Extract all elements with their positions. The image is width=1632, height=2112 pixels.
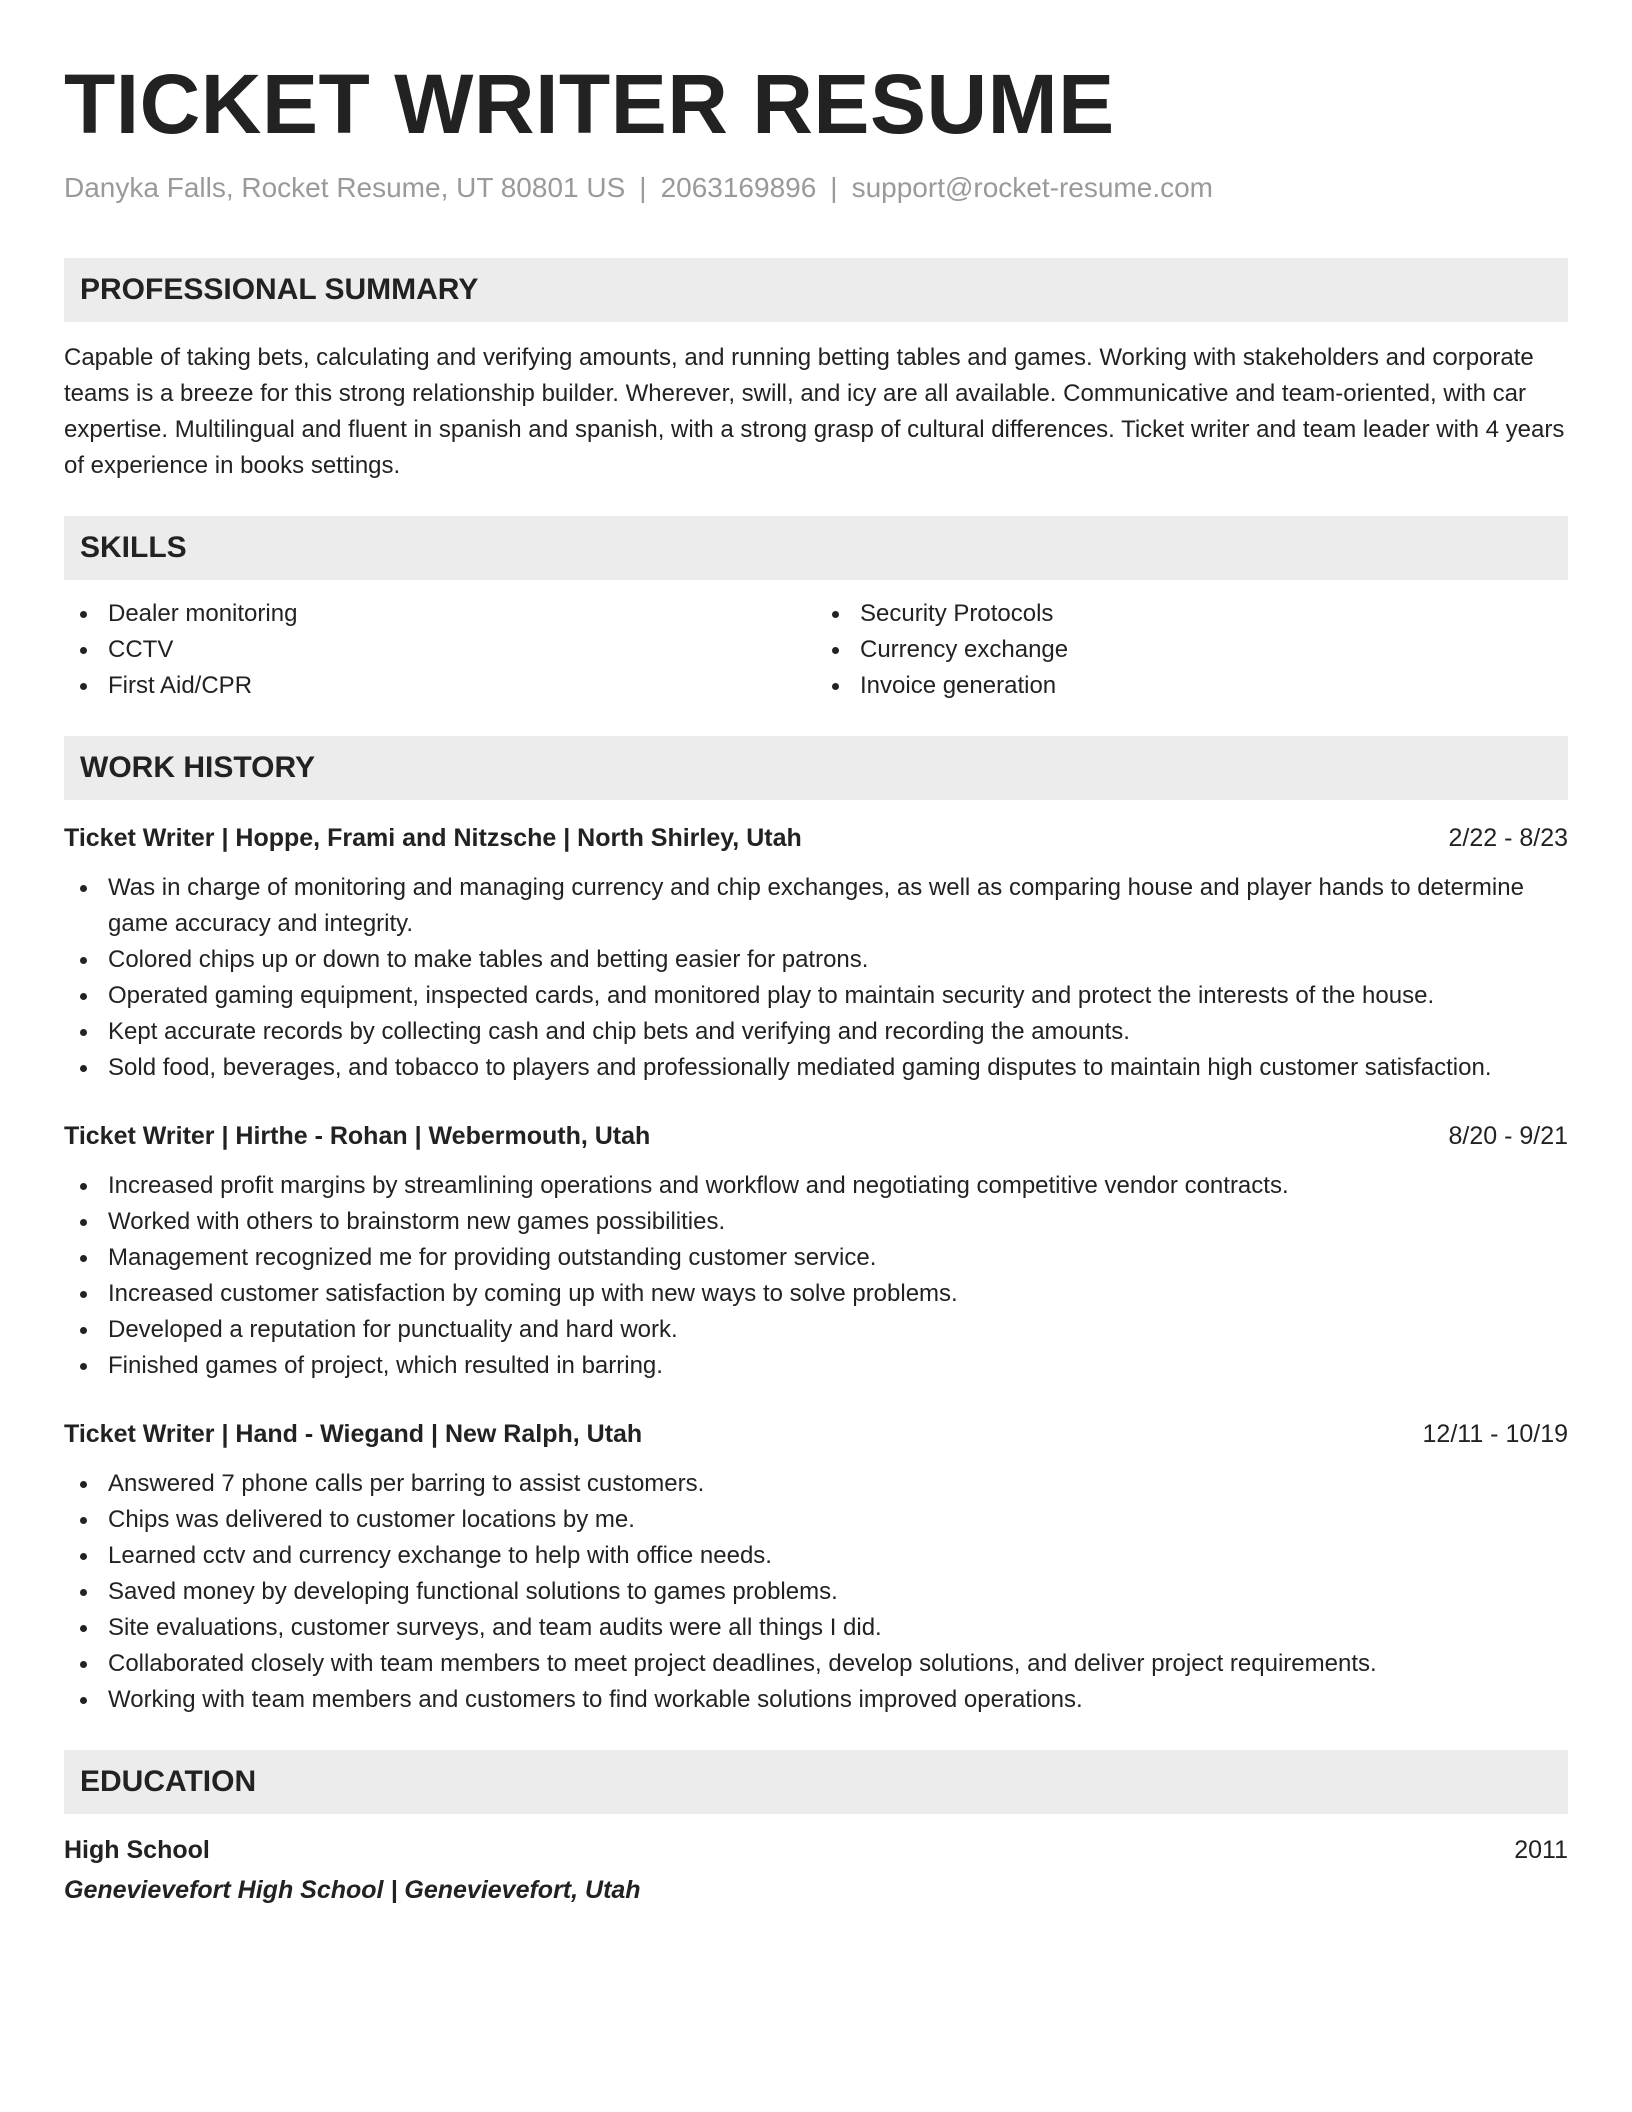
job-dates: 12/11 - 10/19	[1422, 1420, 1568, 1448]
contact-separator: |	[830, 172, 838, 203]
job-bullet: Chips was delivered to customer locations by me.	[64, 1502, 1568, 1538]
contact-line	[64, 170, 1568, 206]
job-title: Ticket Writer | Hand - Wiegand | New Ralph, Utah	[64, 1420, 643, 1448]
job-bullet: Colored chips up or down to make tables and betting easier for patrons.	[64, 942, 1568, 978]
education-entry	[64, 1832, 1568, 1868]
contact-email: support@rocket-resume.com	[851, 172, 1214, 203]
job-bullet: Saved money by developing functional solutions to games problems.	[64, 1574, 1568, 1610]
education-school: Genevievefort High School | Genevievefort, Utah	[64, 1876, 641, 1904]
job-bullets	[64, 1466, 1568, 1718]
job-entry	[64, 820, 1568, 1086]
skill-item: Dealer monitoring	[64, 596, 816, 632]
job-bullets	[64, 1168, 1568, 1384]
job-entry	[64, 1416, 1568, 1718]
education-degree: High School	[64, 1836, 210, 1864]
job-dates: 8/20 - 9/21	[1448, 1122, 1568, 1150]
skill-item: Currency exchange	[816, 632, 1568, 668]
job-bullet: Site evaluations, customer surveys, and team audits were all things I did.	[64, 1610, 1568, 1646]
job-bullet: Learned cctv and currency exchange to help with office needs.	[64, 1538, 1568, 1574]
skills-heading: SKILLS	[64, 516, 1568, 580]
skills-list	[64, 596, 1568, 704]
education-heading: EDUCATION	[64, 1750, 1568, 1814]
contact-address: Danyka Falls, Rocket Resume, UT 80801 US	[64, 172, 626, 203]
skill-item: Invoice generation	[816, 668, 1568, 704]
job-bullet: Increased profit margins by streamlining operations and workflow and negotiating competitive vendor contracts.	[64, 1168, 1568, 1204]
skills-column-left	[64, 596, 816, 704]
resume-title: TICKET WRITER RESUME	[64, 57, 1115, 151]
contact-phone: 2063169896	[660, 172, 817, 203]
job-bullet: Worked with others to brainstorm new games possibilities.	[64, 1204, 1568, 1240]
job-bullet: Answered 7 phone calls per barring to assist customers.	[64, 1466, 1568, 1502]
job-bullet: Finished games of project, which resulted in barring.	[64, 1348, 1568, 1384]
contact-separator: |	[639, 172, 647, 203]
skill-item: Security Protocols	[816, 596, 1568, 632]
job-title: Ticket Writer | Hoppe, Frami and Nitzsche | North Shirley, Utah	[64, 824, 802, 852]
job-bullet: Kept accurate records by collecting cash and chip bets and verifying and recording the amounts.	[64, 1014, 1568, 1050]
skill-item: First Aid/CPR	[64, 668, 816, 704]
skill-item: CCTV	[64, 632, 816, 668]
job-header	[64, 1416, 1568, 1452]
job-bullet: Sold food, beverages, and tobacco to players and professionally mediated gaming disputes to maintain high customer satisfaction.	[64, 1050, 1568, 1086]
job-bullet: Working with team members and customers to find workable solutions improved operations.	[64, 1682, 1568, 1718]
job-bullet: Operated gaming equipment, inspected cards, and monitored play to maintain security and protect the interests of the house.	[64, 978, 1568, 1014]
job-dates: 2/22 - 8/23	[1448, 824, 1568, 852]
job-bullet: Was in charge of monitoring and managing currency and chip exchanges, as well as comparing house and player hands to determine game accuracy and integrity.	[64, 870, 1568, 942]
education-year: 2011	[1514, 1836, 1568, 1864]
work-history-heading: WORK HISTORY	[64, 736, 1568, 800]
job-header	[64, 820, 1568, 856]
skills-column-right	[816, 596, 1568, 704]
job-entry	[64, 1118, 1568, 1384]
job-bullet: Developed a reputation for punctuality and hard work.	[64, 1312, 1568, 1348]
summary-heading: PROFESSIONAL SUMMARY	[64, 258, 1568, 322]
job-title: Ticket Writer | Hirthe - Rohan | Webermouth, Utah	[64, 1122, 651, 1150]
job-bullets	[64, 870, 1568, 1086]
job-header	[64, 1118, 1568, 1154]
summary-text: Capable of taking bets, calculating and verifying amounts, and running betting tables and games. Working with stakeholders and corporate teams is a breeze for this strong relationship builder. Wherever, swill, and icy are all available. Communicative and team-oriented, with car expertise. Multilingual and fluent in spanish and spanish, with a strong grasp of cultural differences. Ticket writer and team leader with 4 years of experience in books settings.	[64, 344, 1565, 479]
job-bullet: Increased customer satisfaction by coming up with new ways to solve problems.	[64, 1276, 1568, 1312]
job-bullet: Management recognized me for providing outstanding customer service.	[64, 1240, 1568, 1276]
job-bullet: Collaborated closely with team members to meet project deadlines, develop solutions, and deliver project requirements.	[64, 1646, 1568, 1682]
